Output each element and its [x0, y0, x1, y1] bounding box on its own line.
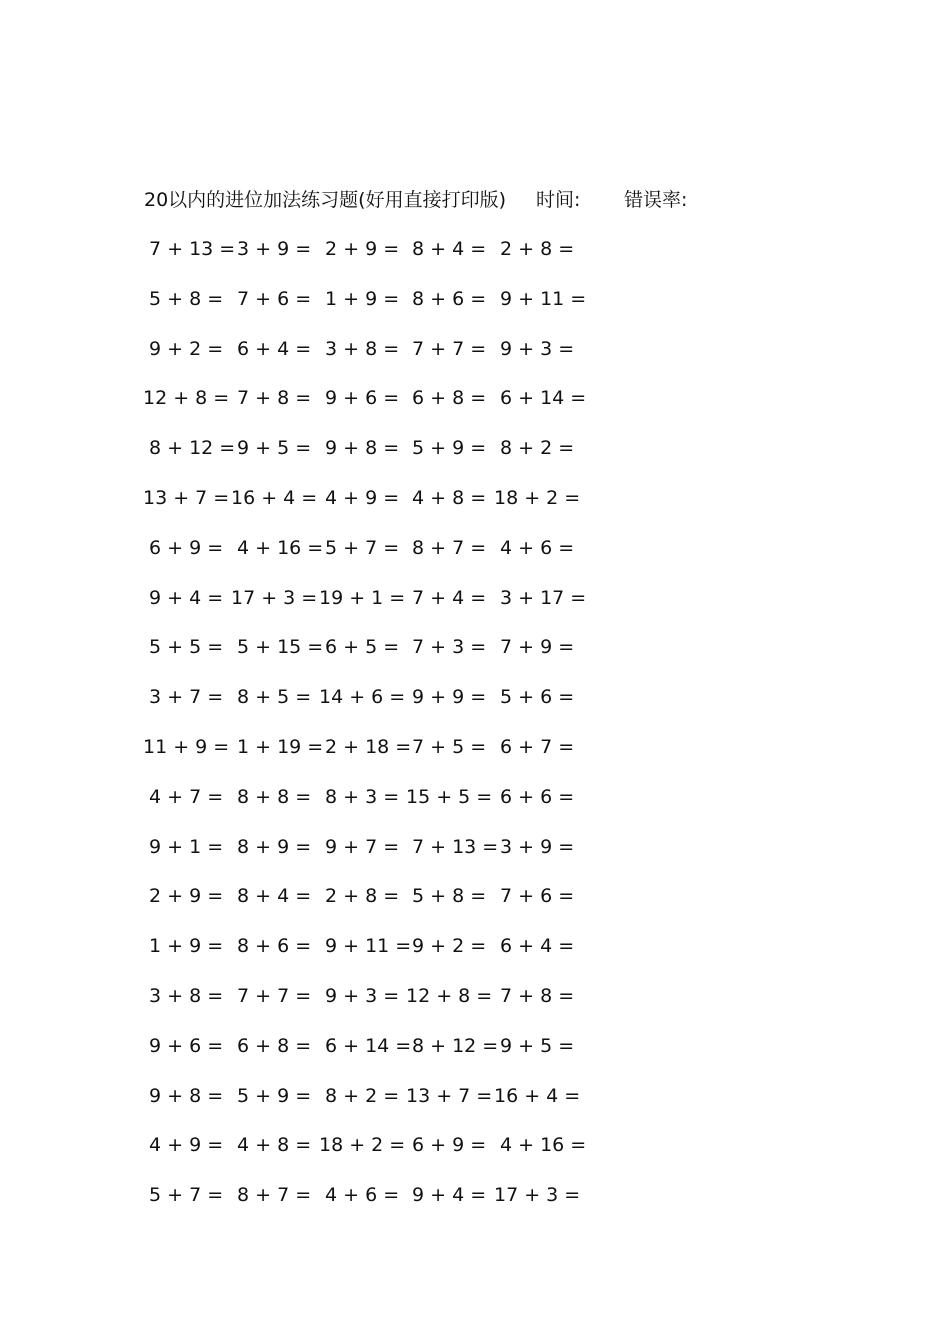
exercise-item: 16 + 4 = — [231, 486, 318, 509]
error-rate-label: 错误率: — [624, 189, 688, 211]
exercise-item: 7 + 6 = — [237, 287, 312, 310]
exercise-row — [143, 1130, 603, 1180]
exercise-item: 13 + 7 = — [406, 1084, 493, 1107]
exercise-item: 6 + 14 = — [500, 387, 587, 410]
exercise-row — [143, 931, 603, 981]
exercise-item: 4 + 16 = — [237, 536, 324, 559]
exercise-item: 4 + 8 = — [237, 1134, 312, 1157]
exercise-item: 5 + 7 = — [149, 1184, 224, 1207]
exercise-item: 9 + 1 = — [149, 835, 224, 858]
exercise-item: 2 + 18 = — [325, 735, 412, 758]
exercise-item: 9 + 8 = — [149, 1084, 224, 1107]
exercise-item: 3 + 9 = — [500, 835, 575, 858]
exercise-row — [143, 1081, 603, 1131]
exercise-item: 8 + 7 = — [237, 1184, 312, 1207]
exercise-item: 8 + 3 = — [325, 785, 400, 808]
exercise-item: 9 + 2 = — [149, 337, 224, 360]
exercise-row — [143, 583, 603, 633]
exercise-item: 3 + 8 = — [149, 984, 224, 1007]
exercise-item: 18 + 2 = — [319, 1134, 406, 1157]
exercise-item: 8 + 6 = — [237, 935, 312, 958]
exercise-item: 7 + 6 = — [500, 885, 575, 908]
exercise-item: 8 + 12 = — [149, 437, 236, 460]
exercise-item: 6 + 6 = — [500, 785, 575, 808]
exercise-item: 6 + 7 = — [500, 735, 575, 758]
exercise-item: 9 + 5 = — [237, 437, 312, 460]
exercise-item: 8 + 4 = — [412, 238, 487, 260]
exercise-item: 7 + 3 = — [412, 636, 487, 659]
worksheet-header — [144, 184, 844, 216]
time-label: 时间: — [536, 189, 581, 211]
exercise-item: 7 + 8 = — [237, 387, 312, 410]
exercise-item: 7 + 7 = — [412, 337, 487, 360]
exercise-row — [143, 832, 603, 882]
exercise-item: 9 + 4 = — [149, 586, 224, 609]
exercise-item: 7 + 13 = — [149, 238, 236, 260]
exercise-item: 8 + 4 = — [237, 885, 312, 908]
exercise-item: 2 + 8 = — [325, 885, 400, 908]
exercise-item: 3 + 8 = — [325, 337, 400, 360]
exercise-item: 6 + 5 = — [325, 636, 400, 659]
exercise-item: 9 + 6 = — [149, 1034, 224, 1057]
exercise-item: 7 + 8 = — [500, 984, 575, 1007]
exercise-row — [143, 334, 603, 384]
exercise-item: 9 + 4 = — [412, 1184, 487, 1207]
exercise-item: 5 + 8 = — [149, 287, 224, 310]
exercise-item: 8 + 6 = — [412, 287, 487, 310]
exercise-row — [143, 682, 603, 732]
exercise-item: 9 + 9 = — [412, 686, 487, 709]
exercise-row — [143, 1180, 603, 1230]
exercise-row — [143, 483, 603, 533]
exercise-item: 6 + 9 = — [412, 1134, 487, 1157]
exercise-item: 5 + 9 = — [237, 1084, 312, 1107]
exercise-item: 12 + 8 = — [406, 984, 493, 1007]
exercise-item: 6 + 4 = — [237, 337, 312, 360]
exercise-item: 5 + 9 = — [412, 437, 487, 460]
exercise-item: 4 + 9 = — [149, 1134, 224, 1157]
exercise-row — [143, 383, 603, 433]
exercise-item: 14 + 6 = — [319, 686, 406, 709]
exercise-item: 8 + 5 = — [237, 686, 312, 709]
exercise-item: 9 + 11 = — [500, 287, 587, 310]
exercise-item: 3 + 9 = — [237, 238, 312, 260]
exercise-item: 4 + 6 = — [500, 536, 575, 559]
exercise-item: 13 + 7 = — [143, 486, 230, 509]
exercise-item: 7 + 4 = — [412, 586, 487, 609]
worksheet-title: 20以内的进位加法练习题(好用直接打印版) — [144, 189, 507, 211]
exercise-item: 19 + 1 = — [319, 586, 406, 609]
exercise-item: 5 + 15 = — [237, 636, 324, 659]
exercise-item: 8 + 12 = — [412, 1034, 499, 1057]
exercise-item: 4 + 9 = — [325, 486, 400, 509]
exercise-item: 5 + 7 = — [325, 536, 400, 559]
exercise-row — [143, 1031, 603, 1081]
exercise-row — [143, 433, 603, 483]
exercise-item: 9 + 6 = — [325, 387, 400, 410]
exercise-item: 5 + 8 = — [412, 885, 487, 908]
exercise-item: 7 + 13 = — [412, 835, 499, 858]
exercise-item: 6 + 4 = — [500, 935, 575, 958]
exercise-item: 7 + 9 = — [500, 636, 575, 659]
exercise-item: 9 + 11 = — [325, 935, 412, 958]
exercise-item: 9 + 2 = — [412, 935, 487, 958]
exercise-grid — [143, 234, 603, 1230]
exercise-item: 3 + 7 = — [149, 686, 224, 709]
exercise-item: 8 + 2 = — [500, 437, 575, 460]
exercise-item: 6 + 14 = — [325, 1034, 412, 1057]
exercise-item: 8 + 8 = — [237, 785, 312, 808]
exercise-item: 6 + 9 = — [149, 536, 224, 559]
exercise-item: 11 + 9 = — [143, 735, 230, 758]
exercise-row — [143, 881, 603, 931]
exercise-item: 1 + 9 = — [149, 935, 224, 958]
exercise-item: 4 + 6 = — [325, 1184, 400, 1207]
exercise-item: 17 + 3 = — [494, 1184, 581, 1207]
exercise-item: 3 + 17 = — [500, 586, 587, 609]
exercise-item: 9 + 7 = — [325, 835, 400, 858]
exercise-row — [143, 981, 603, 1031]
exercise-item: 1 + 19 = — [237, 735, 324, 758]
exercise-item: 7 + 7 = — [237, 984, 312, 1007]
exercise-item: 16 + 4 = — [494, 1084, 581, 1107]
exercise-item: 2 + 9 = — [325, 238, 400, 260]
exercise-item: 2 + 9 = — [149, 885, 224, 908]
exercise-item: 5 + 5 = — [149, 636, 224, 659]
exercise-item: 18 + 2 = — [494, 486, 581, 509]
exercise-item: 4 + 8 = — [412, 486, 487, 509]
exercise-item: 8 + 2 = — [325, 1084, 400, 1107]
exercise-row — [143, 284, 603, 334]
exercise-item: 8 + 9 = — [237, 835, 312, 858]
exercise-row — [143, 632, 603, 682]
exercise-row — [143, 782, 603, 832]
exercise-item: 12 + 8 = — [143, 387, 230, 410]
exercise-item: 17 + 3 = — [231, 586, 318, 609]
exercise-item: 4 + 16 = — [500, 1134, 587, 1157]
exercise-item: 9 + 5 = — [500, 1034, 575, 1057]
exercise-item: 2 + 8 = — [500, 238, 575, 260]
exercise-item: 7 + 5 = — [412, 735, 487, 758]
exercise-row — [143, 533, 603, 583]
exercise-row — [143, 732, 603, 782]
exercise-item: 9 + 3 = — [325, 984, 400, 1007]
exercise-item: 1 + 9 = — [325, 287, 400, 310]
exercise-item: 6 + 8 = — [412, 387, 487, 410]
exercise-item: 15 + 5 = — [406, 785, 493, 808]
exercise-item: 9 + 8 = — [325, 437, 400, 460]
exercise-item: 8 + 7 = — [412, 536, 487, 559]
exercise-item: 9 + 3 = — [500, 337, 575, 360]
exercise-item: 6 + 8 = — [237, 1034, 312, 1057]
exercise-item: 5 + 6 = — [500, 686, 575, 709]
exercise-item: 4 + 7 = — [149, 785, 224, 808]
exercise-row — [143, 234, 603, 284]
